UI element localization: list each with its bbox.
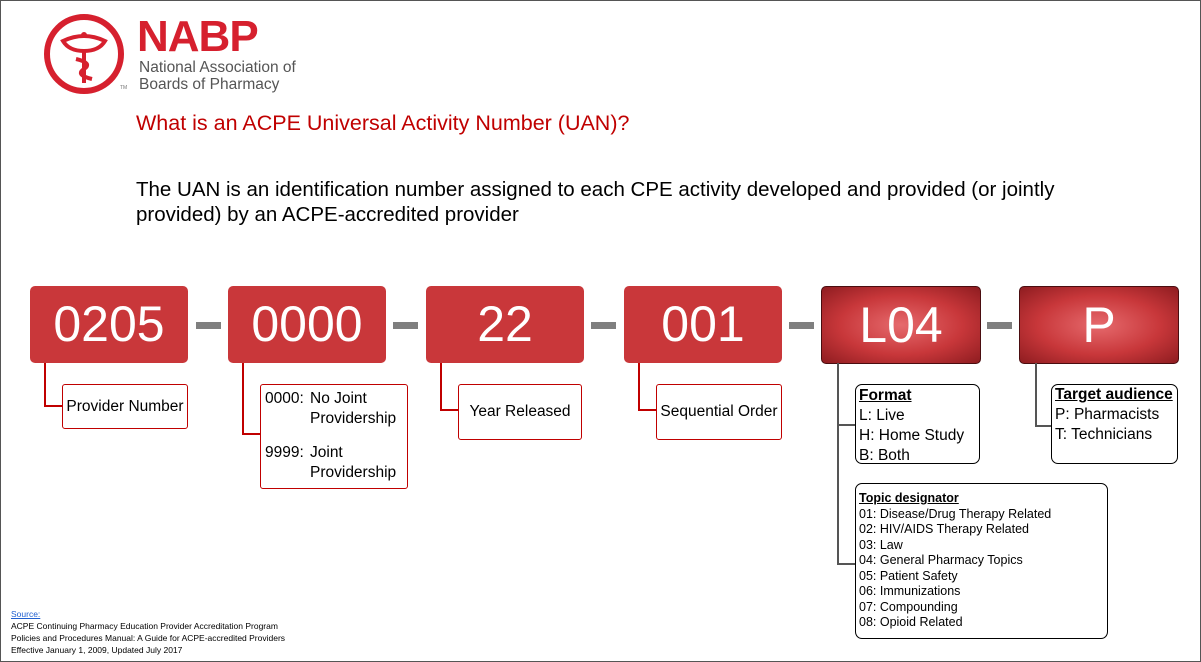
source-line: Policies and Procedures Manual: A Guide for ACPE-accredited Providers bbox=[11, 633, 286, 643]
connector-line bbox=[638, 409, 657, 411]
providership-meaning: No Joint Providership bbox=[310, 390, 397, 427]
uan-segment-provider: 0205 bbox=[30, 286, 188, 363]
uan-segment-year: 22 bbox=[426, 286, 584, 363]
connector-line bbox=[638, 363, 640, 410]
target-audience-callout bbox=[1051, 384, 1178, 464]
format-callout bbox=[855, 384, 980, 464]
nabp-logo-icon bbox=[43, 13, 128, 95]
connector-line bbox=[1035, 425, 1051, 427]
uan-segment-format-topic: L04 bbox=[821, 286, 981, 364]
format-item: B: Both bbox=[859, 447, 910, 464]
connector-line bbox=[837, 363, 839, 564]
connector-line bbox=[837, 563, 856, 565]
logo-subtitle-line2: Boards of Pharmacy bbox=[139, 76, 280, 93]
logo-name: NABP bbox=[137, 12, 258, 61]
format-title: Format bbox=[859, 387, 912, 404]
providership-callout bbox=[260, 384, 408, 489]
topic-designator-title: Topic designator bbox=[859, 491, 959, 505]
providership-code: 9999: bbox=[265, 444, 304, 461]
connector-line bbox=[44, 363, 46, 406]
segment-separator bbox=[591, 322, 616, 329]
logo-subtitle-line1: National Association of bbox=[139, 59, 296, 76]
connector-line bbox=[242, 433, 261, 435]
topic-item: 04: General Pharmacy Topics bbox=[859, 553, 1023, 567]
connector-line bbox=[837, 424, 856, 426]
sequential-order-callout bbox=[656, 384, 782, 440]
uan-segment-providership: 0000 bbox=[228, 286, 386, 363]
topic-item: 07: Compounding bbox=[859, 599, 958, 614]
uan-segment-target: P bbox=[1019, 286, 1179, 364]
providership-code: 0000: bbox=[265, 390, 304, 407]
segment-separator bbox=[393, 322, 418, 329]
topic-item: 08: Opioid Related bbox=[859, 615, 963, 629]
providership-meaning: Joint Providership bbox=[310, 444, 397, 481]
connector-line bbox=[44, 405, 63, 407]
source-line: Effective January 1, 2009, Updated July 2017 bbox=[11, 645, 183, 655]
connector-line bbox=[440, 363, 442, 410]
target-audience-item: P: Pharmacists bbox=[1055, 406, 1160, 423]
year-released-label: Year Released bbox=[469, 403, 571, 420]
source-note bbox=[11, 608, 285, 656]
target-audience-item: T: Technicians bbox=[1055, 426, 1153, 443]
intro-text: The UAN is an identification number assigned to each CPE activity developed and provided (or jointly provided) by an ACPE-accredited provider bbox=[136, 178, 1055, 226]
provider-number-callout bbox=[62, 384, 188, 429]
providership-row bbox=[265, 389, 403, 429]
format-item: L: Live bbox=[859, 407, 905, 424]
sequential-order-label: Sequential Order bbox=[660, 403, 778, 420]
target-audience-title: Target audience bbox=[1055, 386, 1173, 403]
logo-trademark: TM bbox=[120, 85, 128, 91]
topic-item: 06: Immunizations bbox=[859, 584, 961, 598]
year-released-callout bbox=[458, 384, 582, 440]
format-item: H: Home Study bbox=[859, 427, 965, 444]
connector-line bbox=[242, 363, 244, 434]
connector-line bbox=[440, 409, 459, 411]
providership-row bbox=[265, 443, 403, 483]
source-line: ACPE Continuing Pharmacy Education Provider Accreditation Program bbox=[11, 621, 278, 631]
topic-item: 02: HIV/AIDS Therapy Related bbox=[859, 522, 1029, 536]
topic-item: 05: Patient Safety bbox=[859, 568, 958, 583]
topic-item: 01: Disease/Drug Therapy Related bbox=[859, 506, 1052, 521]
segment-separator bbox=[196, 322, 221, 329]
source-link[interactable]: Source: bbox=[11, 609, 41, 619]
topic-designator-callout bbox=[855, 483, 1108, 639]
page-heading: What is an ACPE Universal Activity Number (UAN)? bbox=[136, 111, 630, 135]
topic-item: 03: Law bbox=[859, 537, 903, 552]
provider-number-label: Provider Number bbox=[66, 397, 184, 415]
segment-separator bbox=[987, 322, 1012, 329]
segment-separator bbox=[789, 322, 814, 329]
uan-segment-sequential: 001 bbox=[624, 286, 782, 363]
connector-line bbox=[1035, 363, 1037, 426]
